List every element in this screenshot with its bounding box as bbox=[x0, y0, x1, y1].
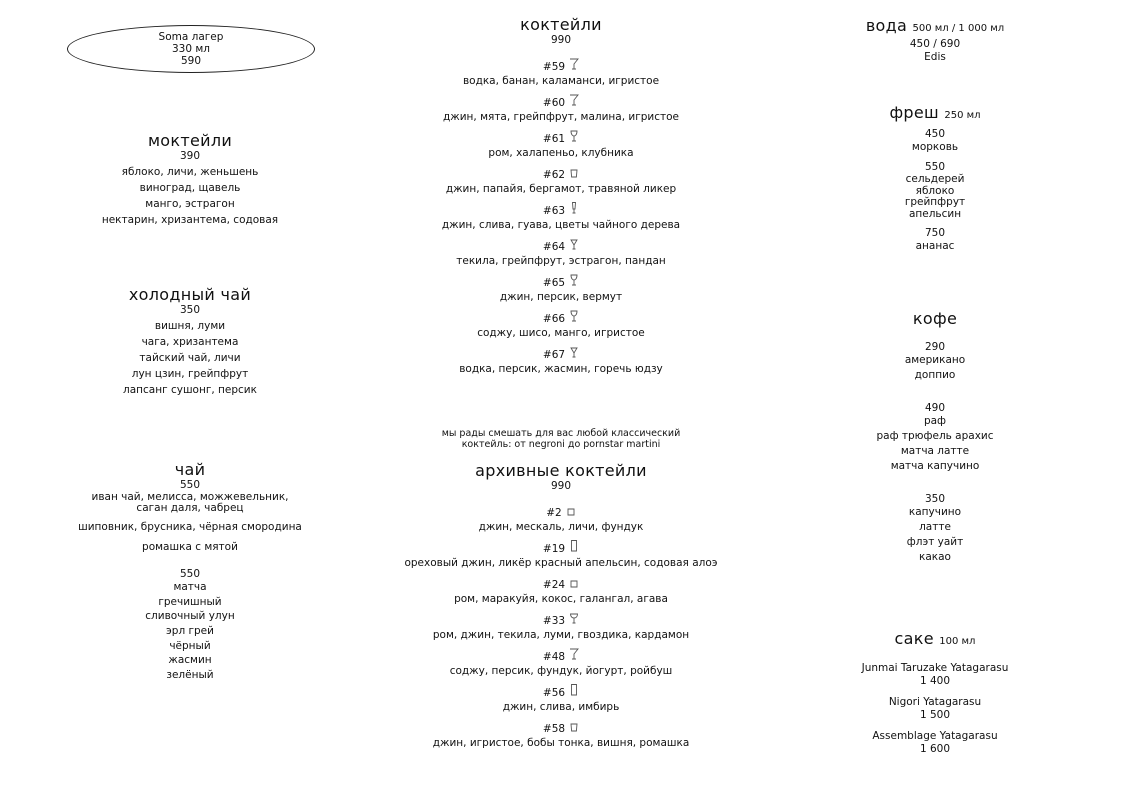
fresh-item: грейпфрут bbox=[904, 196, 966, 208]
tea-item: сливочный улун bbox=[145, 610, 235, 623]
drink-item bbox=[400, 130, 722, 160]
cocktails-note: мы рады смешать для вас любой классический bbox=[441, 428, 681, 439]
mocktails-price: 390 bbox=[179, 150, 201, 162]
cold-tea-section bbox=[60, 286, 320, 397]
fresh-price-3: 750 bbox=[924, 227, 946, 239]
tea-item: ромашка с мятой bbox=[142, 541, 238, 553]
archive-title: архивные коктейли bbox=[475, 461, 647, 480]
drink-number: #56 bbox=[542, 687, 566, 699]
beer-oval bbox=[67, 25, 315, 73]
wine-glass-icon bbox=[569, 310, 579, 327]
drink-description: ром, джин, текила, луми, гвоздика, кардамон bbox=[432, 629, 690, 641]
drink-item bbox=[400, 720, 722, 750]
drink-number: #2 bbox=[546, 507, 562, 519]
sake-price: 1 500 bbox=[919, 709, 951, 721]
beer-volume: 330 мл bbox=[171, 43, 210, 55]
drink-number-row bbox=[400, 540, 722, 557]
mocktail-item: виноград, щавель bbox=[139, 182, 241, 194]
drink-item bbox=[400, 94, 722, 124]
water-brand: Edis bbox=[924, 51, 946, 63]
mocktail-item: нектарин, хризантема, содовая bbox=[101, 214, 279, 226]
tumbler-glass-icon bbox=[569, 166, 579, 183]
fresh-item: морковь bbox=[911, 141, 959, 153]
drink-item bbox=[400, 166, 722, 196]
drink-description: водка, банан, каламанси, игристое bbox=[462, 75, 660, 87]
cocktail-glass-icon bbox=[569, 346, 579, 363]
coffee-item: флэт уайт bbox=[906, 536, 964, 548]
coffee-price-2: 490 bbox=[924, 402, 946, 414]
coffee-item: раф bbox=[923, 415, 947, 427]
drink-description: соджу, персик, фундук, йогурт, ройбуш bbox=[449, 665, 673, 677]
sake-section bbox=[840, 630, 1030, 756]
highball-glass-icon bbox=[569, 540, 579, 557]
cold-tea-item: чага, хризантема bbox=[141, 336, 239, 348]
drink-item bbox=[400, 504, 722, 534]
tea-price-2: 550 bbox=[179, 568, 201, 580]
drink-description: ром, халапеньо, клубника bbox=[488, 147, 634, 159]
tea-item: эрл грей bbox=[166, 625, 214, 638]
mocktails-title: моктейли bbox=[147, 131, 233, 150]
wine-glass-icon bbox=[569, 130, 579, 147]
sake-name: Junmai Taruzake Yatagarasu bbox=[861, 662, 1009, 674]
fresh-volume: 250 мл bbox=[944, 110, 981, 121]
tea-item: матча bbox=[173, 581, 207, 593]
coupe-glass-icon bbox=[569, 612, 579, 629]
sake-name: Nigori Yatagarasu bbox=[888, 696, 982, 708]
mocktail-item: яблоко, личи, женьшень bbox=[121, 166, 259, 178]
beer-name: Soma лагер bbox=[158, 31, 224, 43]
drink-number-row bbox=[400, 166, 722, 183]
tea-item: шиповник, брусника, чёрная смородина bbox=[78, 521, 302, 533]
drink-number: #66 bbox=[542, 313, 566, 325]
archive-price: 990 bbox=[550, 480, 572, 492]
drink-number-row bbox=[400, 504, 722, 521]
martini-glass-icon bbox=[569, 58, 579, 75]
coffee-item: доппио bbox=[914, 369, 956, 381]
sake-price: 1 400 bbox=[919, 675, 951, 687]
cold-tea-item: вишня, луми bbox=[154, 320, 226, 332]
sake-title: саке bbox=[894, 629, 934, 648]
fresh-item: яблоко bbox=[915, 184, 955, 197]
tumbler-glass-icon bbox=[569, 720, 579, 737]
drink-item bbox=[400, 310, 722, 340]
cocktails-price: 990 bbox=[550, 34, 572, 46]
coffee-item: латте bbox=[919, 521, 951, 533]
drink-number-row bbox=[400, 576, 722, 593]
martini-glass-icon bbox=[569, 94, 579, 111]
fresh-item: ананас bbox=[915, 240, 955, 252]
tea-item: чёрный bbox=[169, 639, 211, 652]
drink-number-row bbox=[400, 648, 722, 665]
drink-number: #62 bbox=[542, 169, 566, 181]
drink-description: джин, мята, грейпфрут, малина, игристое bbox=[443, 111, 679, 123]
drink-number-row bbox=[400, 346, 722, 363]
drink-item bbox=[400, 612, 722, 642]
drink-number: #60 bbox=[542, 97, 566, 109]
drink-number-row bbox=[400, 202, 722, 219]
mocktail-item: манго, эстрагон bbox=[145, 198, 235, 210]
highball-glass-icon bbox=[569, 684, 579, 701]
drink-item bbox=[400, 346, 722, 376]
coffee-item: какао bbox=[919, 551, 951, 563]
tea-title: чай bbox=[174, 460, 206, 479]
tea-item: иван чай, мелисса, можжевельник, bbox=[91, 491, 289, 503]
drink-number-row bbox=[400, 720, 722, 737]
coffee-price-1: 290 bbox=[924, 341, 946, 353]
drink-number: #65 bbox=[542, 277, 566, 289]
drink-number: #61 bbox=[542, 133, 566, 145]
fresh-item: сельдерей bbox=[905, 173, 965, 185]
archive-section bbox=[400, 462, 722, 756]
tea-item: жасмин bbox=[168, 654, 212, 667]
drink-number-row bbox=[400, 238, 722, 255]
drink-description: джин, персик, вермут bbox=[499, 291, 623, 303]
coffee-item: раф трюфель арахис bbox=[876, 430, 994, 442]
water-volumes: 500 мл / 1 000 мл bbox=[912, 23, 1005, 34]
drink-description: джин, мескаль, личи, фундук bbox=[478, 521, 644, 533]
fresh-price-2: 550 bbox=[924, 161, 946, 173]
coffee-item: матча капучино bbox=[890, 460, 980, 472]
rocks-glass-icon bbox=[566, 504, 576, 521]
tea-section bbox=[60, 461, 320, 682]
drink-description: текила, грейпфрут, эстрагон, пандан bbox=[456, 255, 666, 267]
drink-number-row bbox=[400, 310, 722, 327]
wine-glass-icon bbox=[569, 274, 579, 291]
coffee-item: матча латте bbox=[900, 445, 970, 457]
drink-number-row bbox=[400, 94, 722, 111]
drink-number-row bbox=[400, 58, 722, 75]
drink-item bbox=[400, 576, 722, 606]
drink-item bbox=[400, 238, 722, 268]
fresh-item: апельсин bbox=[908, 207, 962, 220]
tea-price-1: 550 bbox=[179, 479, 201, 491]
cocktail-glass-icon bbox=[569, 238, 579, 255]
drink-number-row bbox=[400, 612, 722, 629]
drink-number: #24 bbox=[542, 579, 566, 591]
sake-price: 1 600 bbox=[919, 743, 951, 755]
drink-description: водка, персик, жасмин, горечь юдзу bbox=[459, 363, 663, 375]
fresh-price-1: 450 bbox=[924, 128, 946, 140]
drink-number: #19 bbox=[542, 543, 566, 555]
drink-description: ореховый джин, ликёр красный апельсин, содовая алоэ bbox=[404, 557, 718, 569]
beer-price: 590 bbox=[180, 55, 202, 67]
drink-number: #33 bbox=[542, 615, 566, 627]
water-title: вода bbox=[865, 16, 908, 35]
rocks-glass-icon bbox=[569, 576, 579, 593]
cold-tea-title: холодный чай bbox=[128, 285, 252, 304]
drink-number-row bbox=[400, 130, 722, 147]
tea-item: гречишный bbox=[158, 595, 222, 608]
drink-number: #67 bbox=[542, 349, 566, 361]
water-prices: 450 / 690 bbox=[909, 38, 961, 50]
tea-item: зелёный bbox=[166, 669, 214, 682]
archive-list bbox=[400, 504, 722, 750]
fresh-title: фреш bbox=[889, 103, 939, 122]
cocktails-section bbox=[400, 16, 722, 450]
cocktail-list bbox=[400, 58, 722, 376]
drink-item bbox=[400, 648, 722, 678]
drink-number: #48 bbox=[542, 651, 566, 663]
cocktails-note: коктейль: от negroni до pornstar martini bbox=[461, 439, 661, 450]
coffee-title: кофе bbox=[912, 309, 958, 328]
drink-number: #59 bbox=[542, 61, 566, 73]
sake-volume: 100 мл bbox=[939, 636, 976, 647]
tea-item: саган даля, чабрец bbox=[136, 502, 244, 514]
drink-description: джин, папайя, бергамот, травяной ликер bbox=[445, 183, 677, 195]
cold-tea-price: 350 bbox=[179, 304, 201, 316]
drink-item bbox=[400, 540, 722, 570]
cocktails-title: коктейли bbox=[520, 15, 602, 34]
drink-item bbox=[400, 684, 722, 714]
drink-number-row bbox=[400, 274, 722, 291]
drink-description: ром, маракуйя, кокос, галангал, агава bbox=[454, 593, 668, 605]
coffee-item: капучино bbox=[908, 506, 962, 518]
drink-number: #64 bbox=[542, 241, 566, 253]
cold-tea-item: лапсанг сушонг, персик bbox=[123, 384, 257, 396]
drink-item bbox=[400, 202, 722, 232]
martini-glass-icon bbox=[569, 648, 579, 665]
drink-description: джин, слива, имбирь bbox=[502, 701, 620, 713]
drink-number-row bbox=[400, 684, 722, 701]
mocktails-section bbox=[60, 132, 320, 227]
drink-number: #63 bbox=[542, 205, 566, 217]
drink-description: соджу, шисо, манго, игристое bbox=[477, 327, 645, 339]
cold-tea-item: тайский чай, личи bbox=[139, 352, 241, 364]
drink-description: джин, игристое, бобы тонка, вишня, ромашка bbox=[432, 737, 690, 749]
sake-name: Assemblage Yatagarasu bbox=[872, 730, 998, 742]
coffee-item: американо bbox=[904, 354, 966, 366]
water-section bbox=[840, 17, 1030, 64]
fresh-section bbox=[840, 104, 1030, 253]
flute-glass-icon bbox=[569, 202, 579, 219]
drink-description: джин, слива, гуава, цветы чайного дерева bbox=[441, 219, 681, 231]
drink-number: #58 bbox=[542, 723, 566, 735]
cold-tea-item: лун цзин, грейпфрут bbox=[131, 368, 249, 380]
drink-item bbox=[400, 274, 722, 304]
coffee-price-3: 350 bbox=[924, 493, 946, 505]
drink-item bbox=[400, 58, 722, 88]
coffee-section bbox=[840, 310, 1030, 564]
